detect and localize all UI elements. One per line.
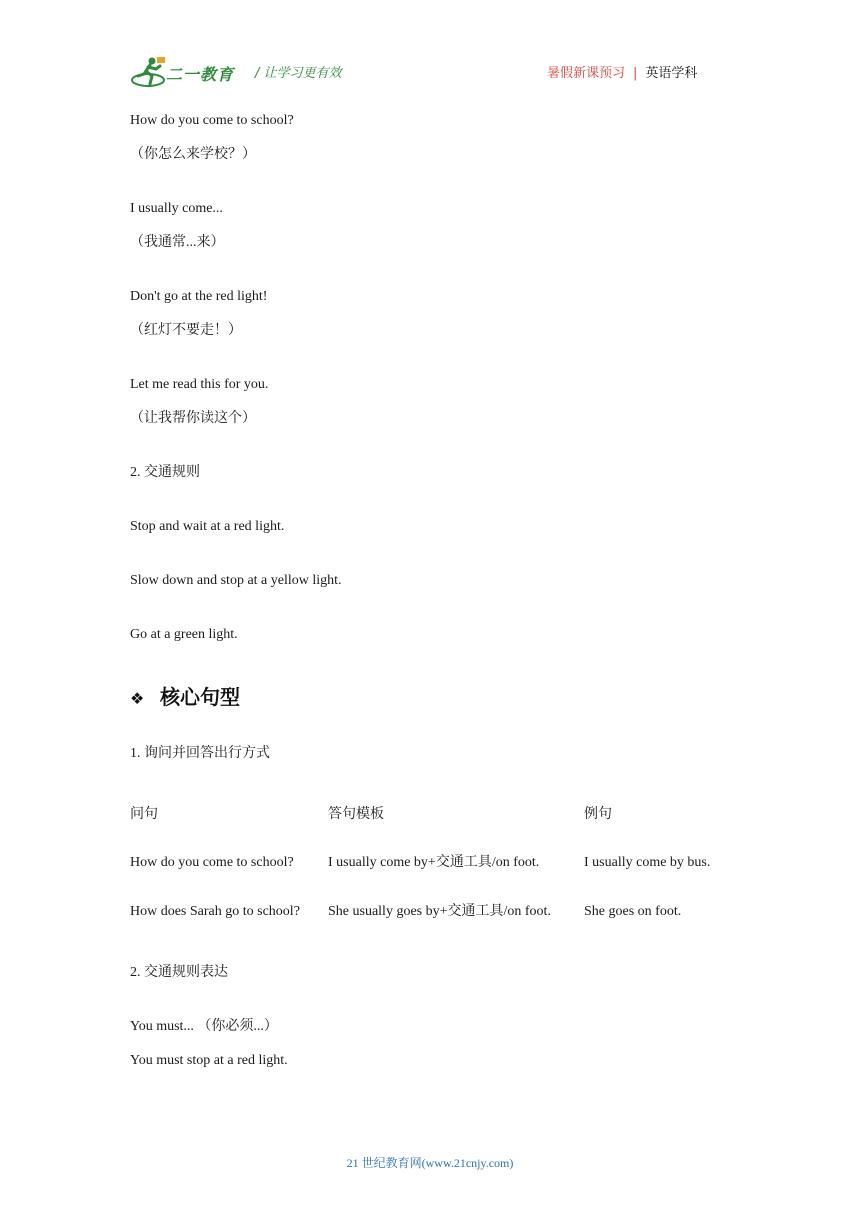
- phrase-zh: （红灯不要走！）: [130, 323, 242, 338]
- table-header-cell: 例句: [584, 807, 612, 822]
- traffic-rules-title: 2. 交通规则: [130, 465, 200, 480]
- header-course: 暑假新课预习: [547, 66, 626, 81]
- table-cell: How does Sarah go to school?: [130, 904, 300, 919]
- header-right: [547, 62, 697, 81]
- subsection-title: 2. 交通规则表达: [130, 965, 228, 980]
- phrase-en: Don't go at the red light!: [130, 289, 268, 304]
- table-cell: I usually come by bus.: [584, 855, 711, 870]
- table-cell: She usually goes by+交通工具/on foot.: [328, 904, 551, 919]
- table-cell: She goes on foot.: [584, 904, 682, 919]
- table-cell: How do you come to school?: [130, 855, 294, 870]
- logo-text: 二一教育: [166, 65, 235, 84]
- runner-icon: [130, 54, 166, 90]
- phrase-en: I usually come...: [130, 201, 223, 216]
- diamond-bullet-icon: ❖: [130, 689, 145, 708]
- traffic-rule: Stop and wait at a red light.: [130, 519, 285, 534]
- phrase-zh: （你怎么来学校？）: [130, 147, 256, 162]
- table-header-cell: 问句: [130, 807, 158, 822]
- must-expression: You must... （你必须...）: [130, 1019, 278, 1034]
- traffic-rule: Go at a green light.: [130, 627, 238, 642]
- section-heading-text: 核心句型: [160, 685, 240, 709]
- must-example: You must stop at a red light.: [130, 1053, 288, 1068]
- phrase-en: Let me read this for you.: [130, 377, 269, 392]
- phrase-zh: （我通常...来）: [130, 235, 225, 250]
- footer-text: 21 世纪教育网(www.21cnjy.com): [346, 1156, 514, 1170]
- header-subject: 英语学科: [645, 66, 698, 81]
- phrase-en: How do you come to school?: [130, 113, 294, 128]
- section-heading: [130, 681, 240, 710]
- slogan: / 让学习更有效: [255, 66, 342, 81]
- subsection-title: 1. 询问并回答出行方式: [130, 746, 270, 761]
- table-cell: I usually come by+交通工具/on foot.: [328, 855, 540, 870]
- header-separator: |: [633, 66, 638, 81]
- brand-logo: [130, 54, 248, 90]
- table-header-cell: 答句模板: [328, 807, 384, 822]
- traffic-rule: Slow down and stop at a yellow light.: [130, 573, 342, 588]
- phrase-zh: （让我帮你读这个）: [130, 411, 256, 426]
